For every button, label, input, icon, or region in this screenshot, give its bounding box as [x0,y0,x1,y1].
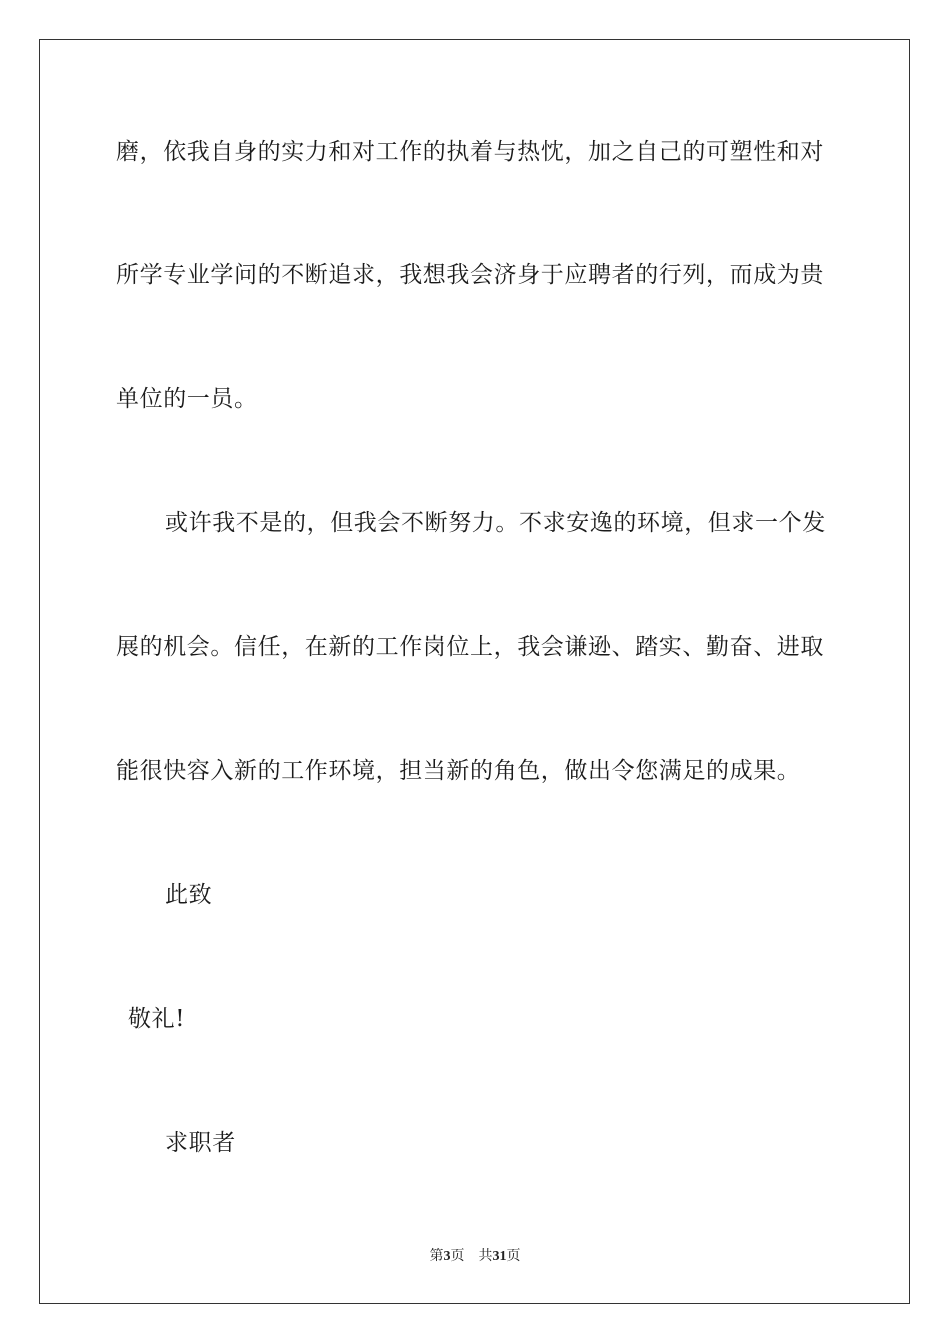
body-text-line-6: 能很快容入新的工作环境，担当新的角色，做出令您满足的成果。 [116,758,801,784]
signature-label: 求职者 [165,1130,236,1156]
total-suffix: 页 [506,1249,521,1264]
page-suffix: 页 [450,1249,465,1264]
body-text-line-3: 单位的一员。 [116,386,258,412]
page-prefix: 第 [429,1249,444,1264]
body-text-line-4: 或许我不是的，但我会不断努力。不求安逸的环境，但求一个发 [165,510,826,536]
total-prefix: 共 [478,1249,493,1264]
total-pages: 31 [492,1249,507,1264]
body-text-line-5: 展的机会。信任，在新的工作岗位上，我会谦逊、踏实、勤奋、进取 [116,634,824,660]
page-number: 3 [443,1249,451,1264]
body-text-line-2: 所学专业学问的不断追求，我想我会济身于应聘者的行列，而成为贵 [116,262,824,288]
page-footer [0,1247,950,1267]
page-border [39,39,910,1304]
closing-regards: 敬礼! [128,1006,186,1032]
body-text-line-1: 磨，依我自身的实力和对工作的执着与热忱，加之自己的可塑性和对 [116,139,824,165]
closing-salutation: 此致 [165,882,213,908]
